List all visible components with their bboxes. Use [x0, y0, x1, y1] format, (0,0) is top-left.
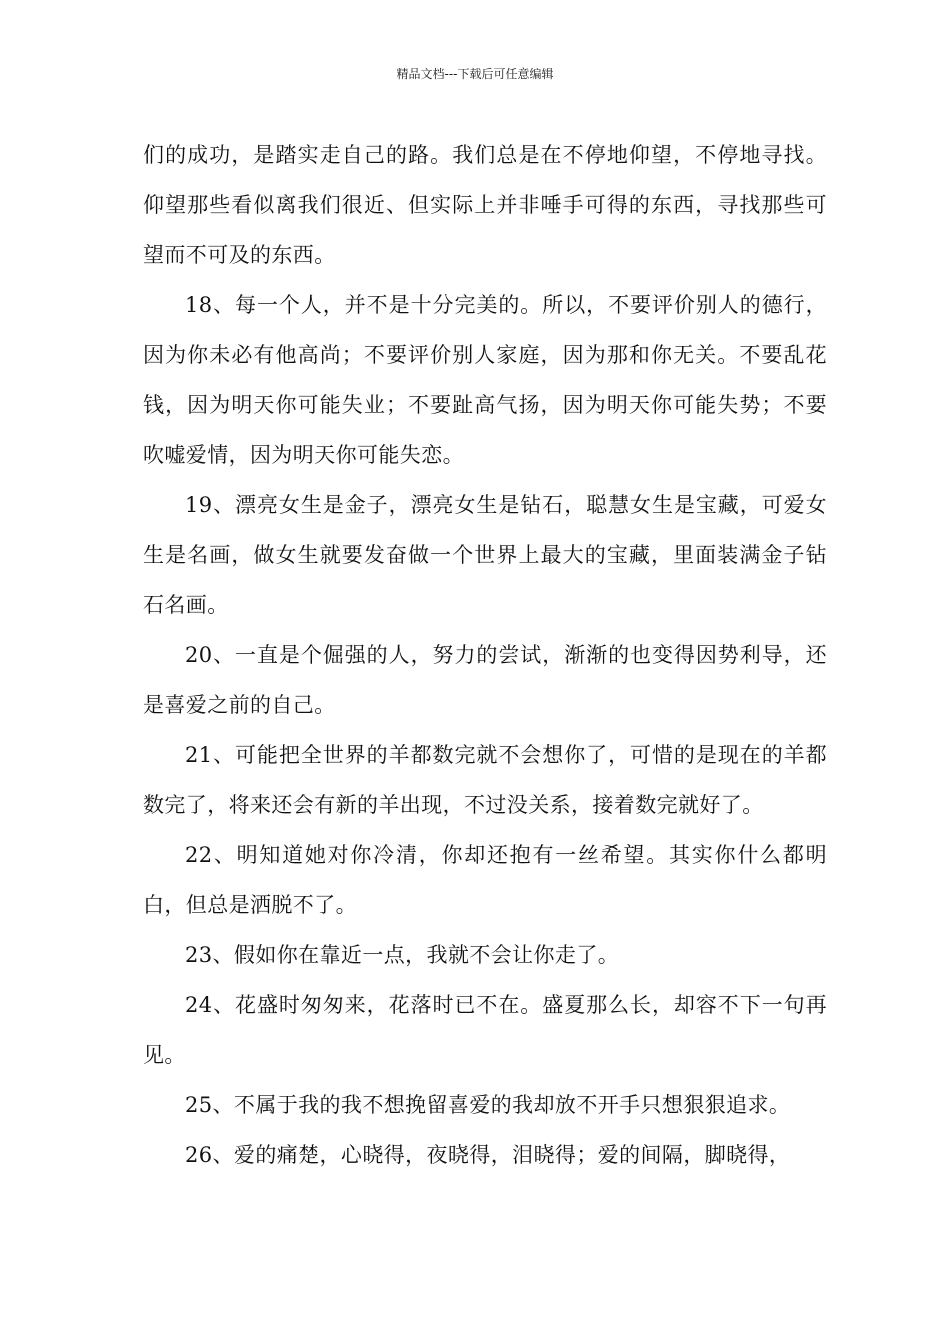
- paragraph-22: 22、明知道她对你冷清，你却还抱有一丝希望。其实你什么都明白，但总是洒脱不了。: [143, 843, 827, 917]
- paragraph-21: 21、可能把全世界的羊都数完就不会想你了，可惜的是现在的羊都数完了，将来还会有新的羊出现，不过没关系，接着数完就好了。: [143, 743, 827, 817]
- paragraph-24: 24、花盛时匆匆来，花落时已不在。盛夏那么长，却容不下一句再见。: [143, 993, 827, 1067]
- paragraph-18: 18、每一个人，并不是十分完美的。所以，不要评价别人的德行，因为你未必有他高尚；不要评价别人家庭，因为那和你无关。不要乱花钱，因为明天你可能失业；不要趾高气扬，因为明天你可能失势；不要吹嘘爱情，因为明天你可能失恋。: [143, 293, 827, 467]
- paragraph-25: 25、不属于我的我不想挽留喜爱的我却放不开手只想狠狠追求。: [185, 1093, 791, 1117]
- paragraph-19: 19、漂亮女生是金子，漂亮女生是钻石，聪慧女生是宝藏，可爱女生是名画，做女生就要发奋做一个世界上最大的宝藏，里面装满金子钻石名画。: [143, 493, 827, 617]
- paragraph-23: 23、假如你在靠近一点，我就不会让你走了。: [185, 943, 620, 967]
- paragraph-continuation: 们的成功，是踏实走自己的路。我们总是在不停地仰望，不停地寻找。仰望那些看似离我们很近、但实际上并非唾手可得的东西，寻找那些可望而不可及的东西。: [143, 143, 827, 267]
- paragraph-20: 20、一直是个倔强的人，努力的尝试，渐渐的也变得因势利导，还是喜爱之前的自己。: [143, 643, 827, 717]
- page-header: 精品文档---下载后可任意编辑: [396, 67, 554, 81]
- paragraph-26: 26、爱的痛楚，心晓得，夜晓得，泪晓得；爱的间隔，脚晓得，: [185, 1143, 791, 1167]
- document-body: [143, 130, 827, 1180]
